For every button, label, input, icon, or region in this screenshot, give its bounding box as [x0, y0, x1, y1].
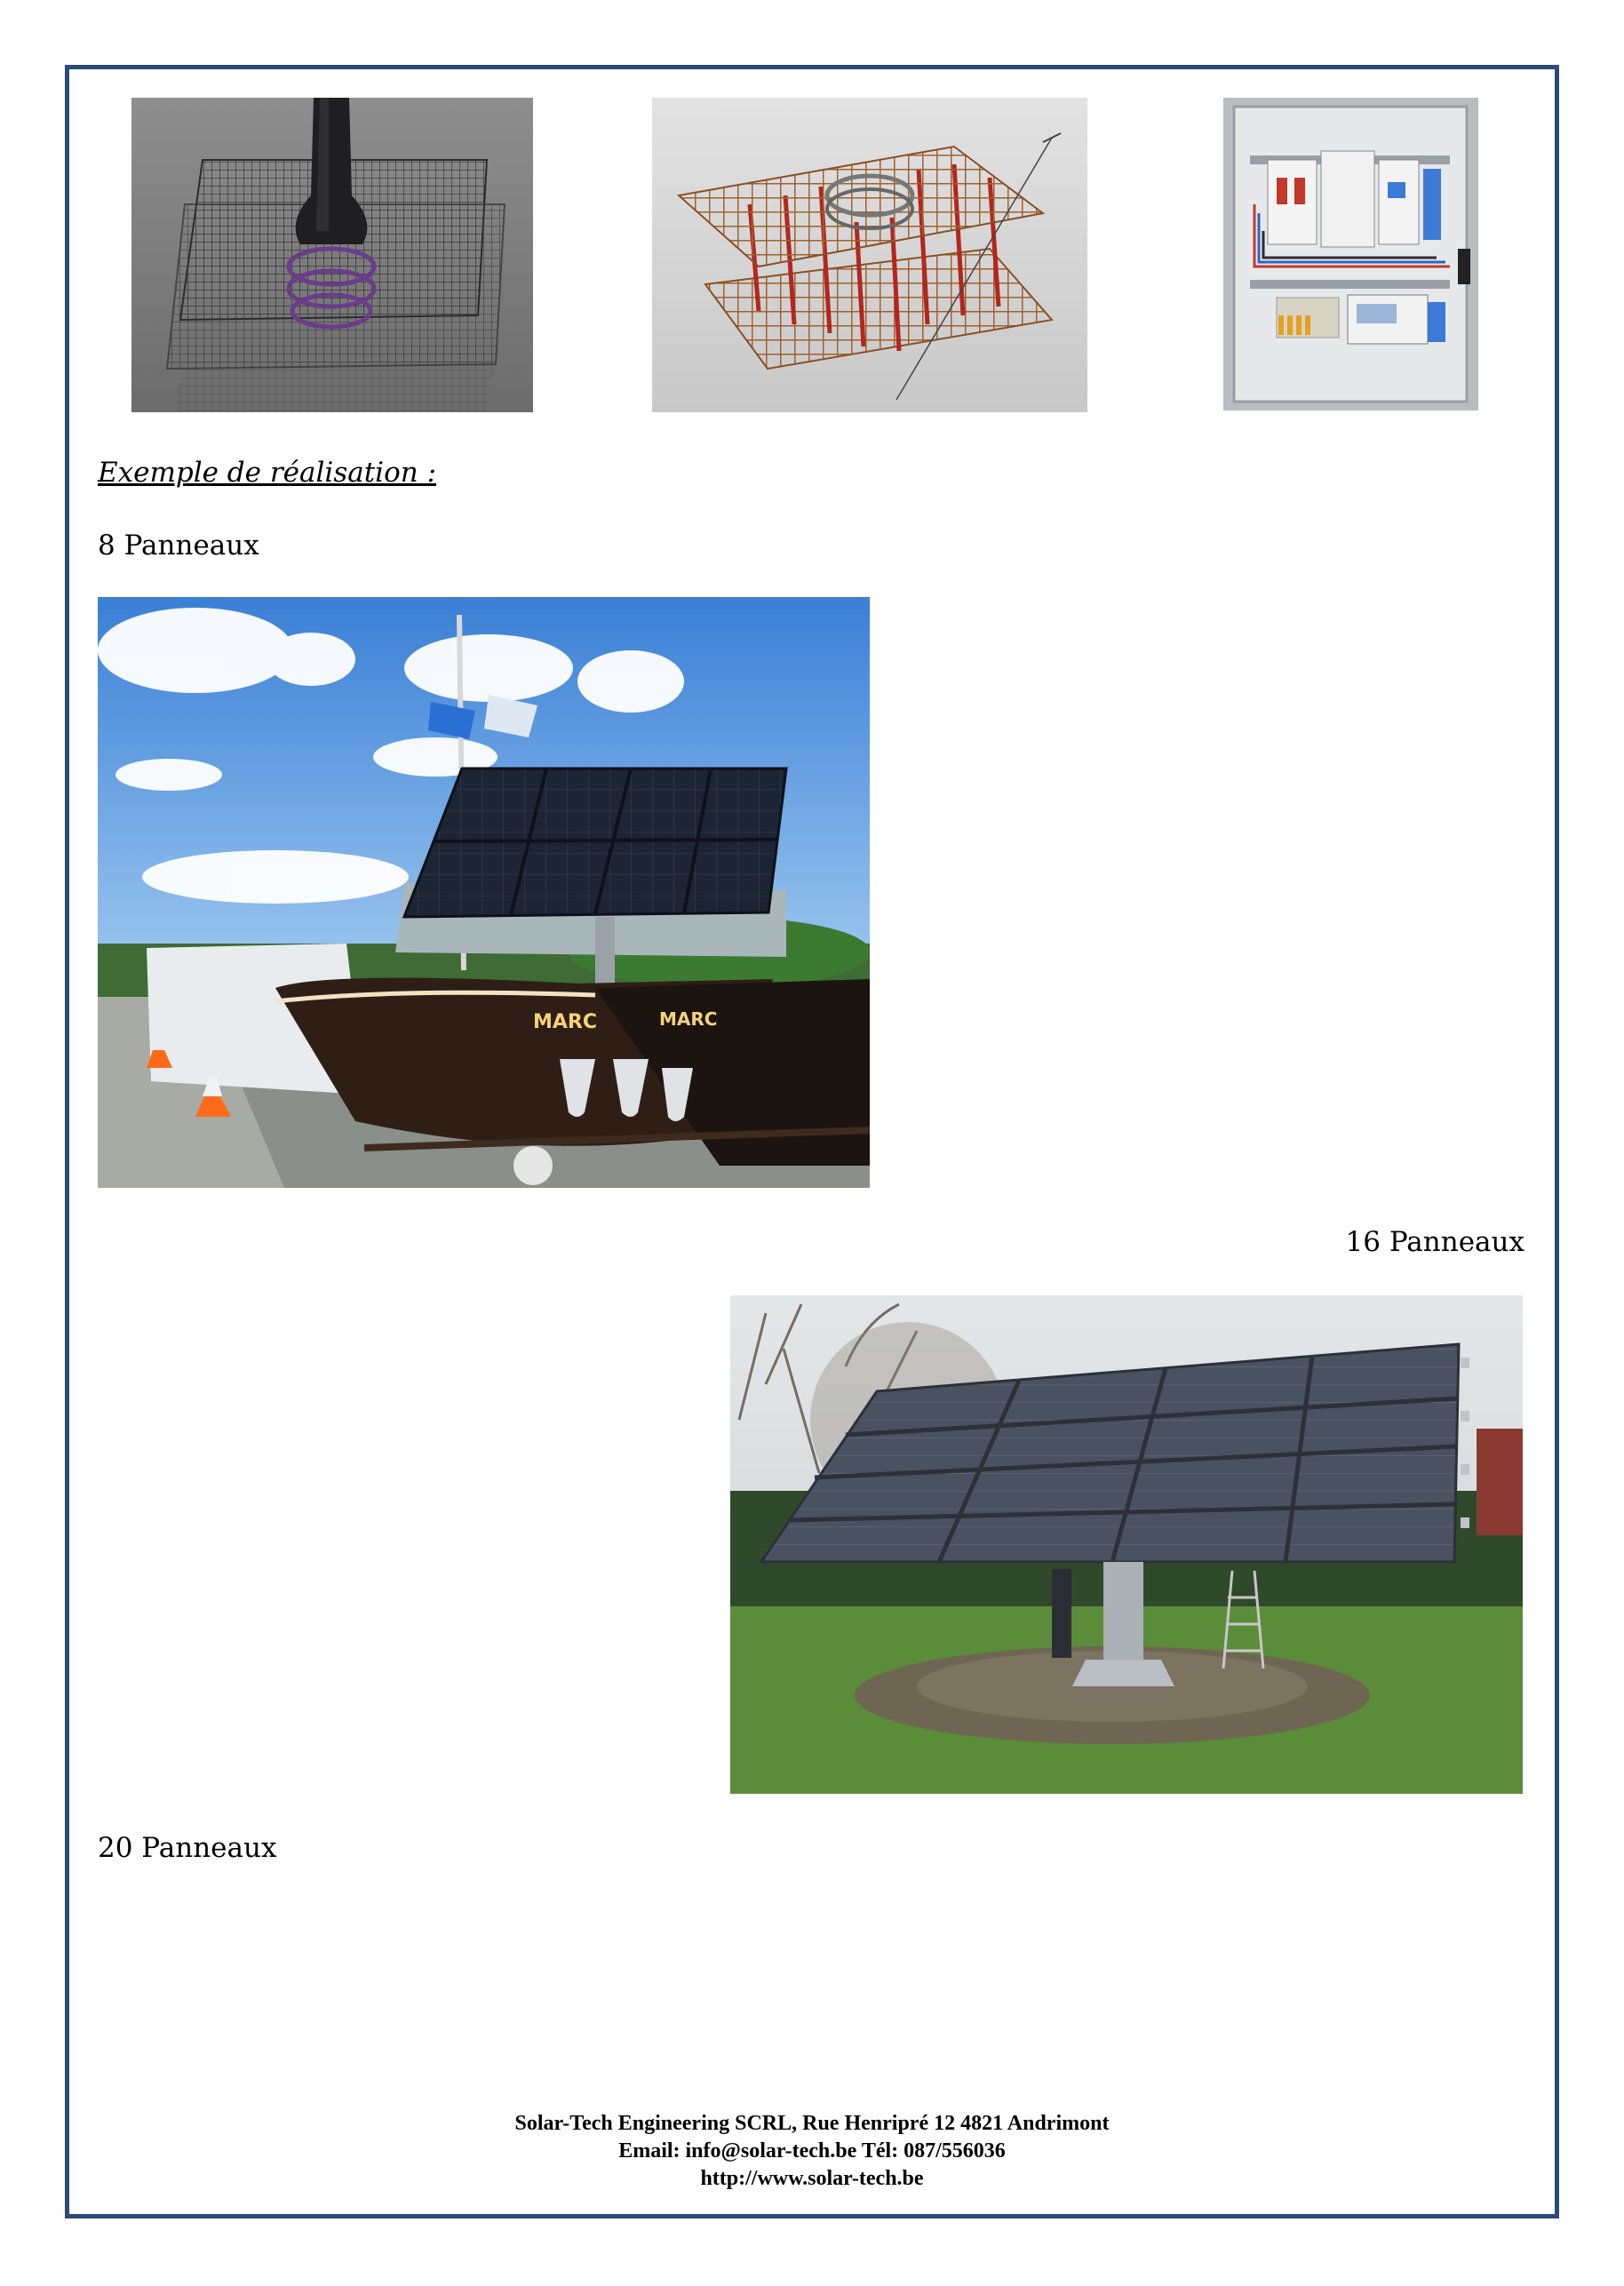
control-cabinet-image — [1223, 98, 1478, 410]
boat-name-left: MARC — [533, 1011, 598, 1033]
foundation-render-image — [131, 98, 533, 412]
rebar-cage-render-image — [652, 98, 1087, 412]
boat-name-right: MARC — [659, 1008, 718, 1030]
section-title: Exemple de réalisation : — [98, 457, 437, 489]
footer-company-line: Solar-Tech Engineering SCRL, Rue Henripré 12 4821 Andrimont — [514, 2112, 1110, 2135]
footer-contact-line: Email: info@solar-tech.be Tél: 087/556036 — [618, 2139, 1006, 2163]
example-label-20-panels: 20 Panneaux — [98, 1832, 277, 1864]
page-footer — [0, 2110, 1624, 2193]
example-label-8-panels: 8 Panneaux — [98, 530, 259, 562]
footer-website-link[interactable]: http://www.solar-tech.be — [700, 2167, 924, 2190]
ground-solar-tracker-photo — [730, 1295, 1523, 1794]
boat-solar-tracker-photo — [98, 597, 870, 1188]
example-label-16-panels: 16 Panneaux — [1345, 1226, 1524, 1258]
